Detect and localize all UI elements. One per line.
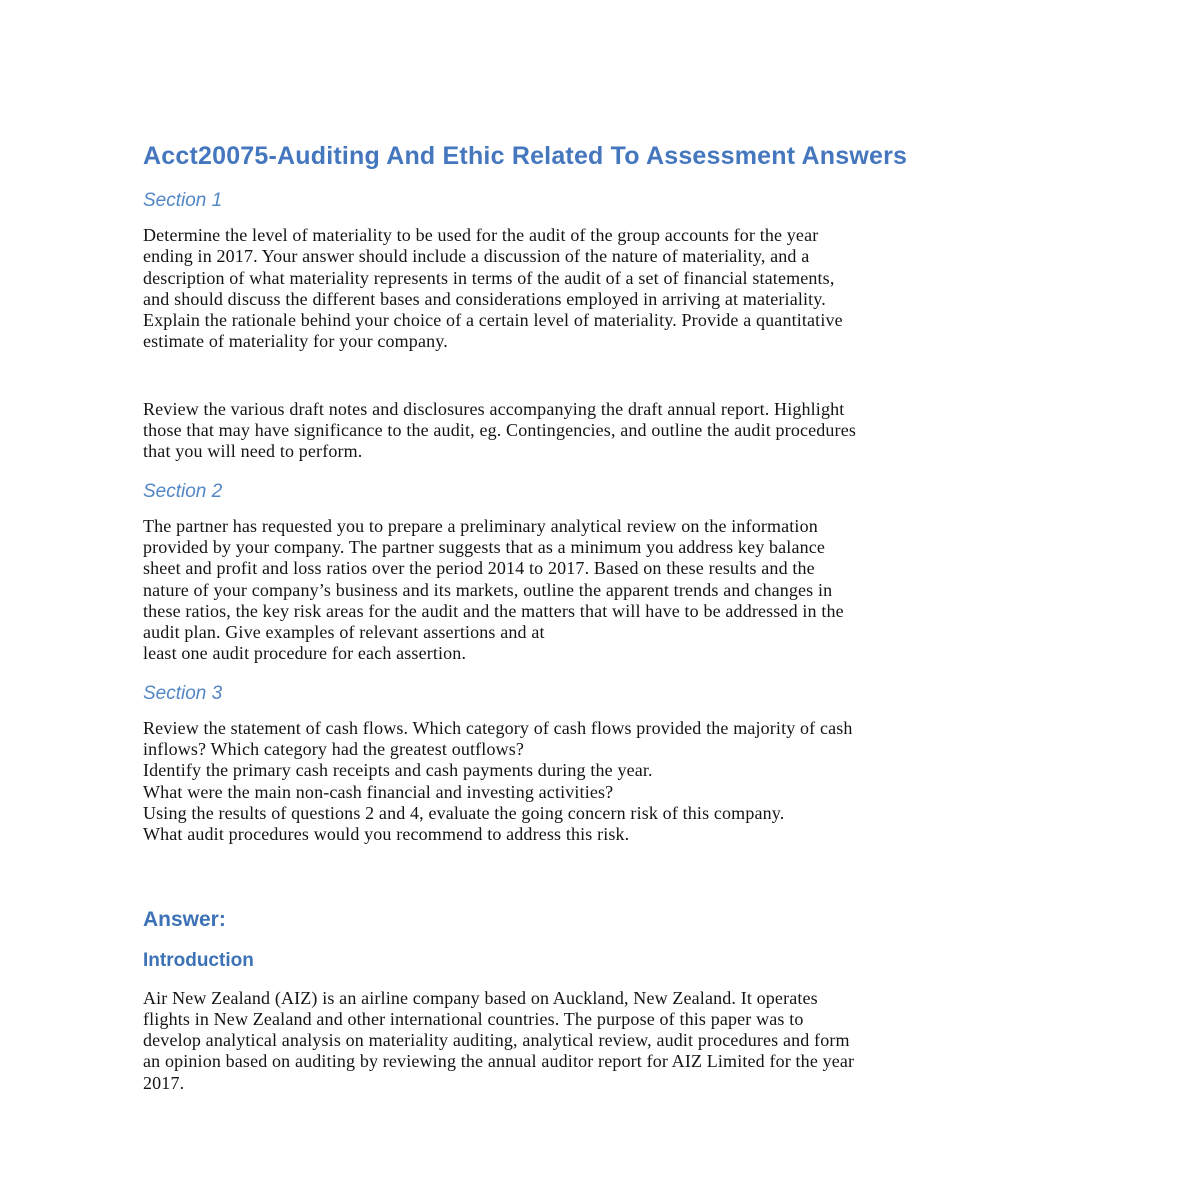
- section-1-paragraph-2: Review the various draft notes and disclosures accompanying the draft annual report. Highlight those that may have significance to the audit, eg. Contingencies, and outline the audit procedures that you will need to perform.: [143, 398, 856, 462]
- document-content: [143, 140, 1065, 1094]
- section-2-heading: Section 2: [143, 480, 223, 502]
- introduction-heading: Introduction: [143, 949, 254, 971]
- answer-heading: Answer:: [143, 907, 226, 931]
- section-3-paragraph-1: Review the statement of cash flows. Which category of cash flows provided the majority of cash inflows? Which category had the greatest outflows? Identify the primary cash receipts and cash payments during the year. What were the main non-cash financial and investing activities? Using the results of questions 2 and 4, evaluate the going concern risk of this company. What audit procedures would you recommend to address this risk.: [143, 717, 853, 845]
- section-3-heading: Section 3: [143, 682, 223, 704]
- section-2-paragraph-1: The partner has requested you to prepare a preliminary analytical review on the information provided by your company. The partner suggests that as a minimum you address key balance sheet and profit and loss ratios over the period 2014 to 2017. Based on these results and the nature of your company’s business and its markets, outline the apparent trends and changes in these ratios, the key risk areas for the audit and the matters that will have to be addressed in the audit plan. Give examples of relevant assertions and at least one audit procedure for each assertion.: [143, 515, 844, 664]
- section-1-heading: Section 1: [143, 190, 223, 211]
- introduction-paragraph: Air New Zealand (AIZ) is an airline company based on Auckland, New Zealand. It operates flights in New Zealand and other international countries. The purpose of this paper was to develop analytical analysis on materiality auditing, analytical review, audit procedures and form an opinion based on auditing by reviewing the annual auditor report for AIZ Limited for the year 2017.: [143, 987, 855, 1093]
- document-title: Acct20075-Auditing And Ethic Related To Assessment Answers: [143, 142, 908, 170]
- section-1-paragraph-1: Determine the level of materiality to be used for the audit of the group accounts for the year ending in 2017. Your answer should include a discussion of the nature of materiality, and a description of what materiality represents in terms of the audit of a set of financial statements, and should discuss the different bases and considerations employed in arriving at materiality. Explain the rationale behind your choice of a certain level of materiality. Provide a quantitative estimate of materiality for your company.: [143, 225, 843, 352]
